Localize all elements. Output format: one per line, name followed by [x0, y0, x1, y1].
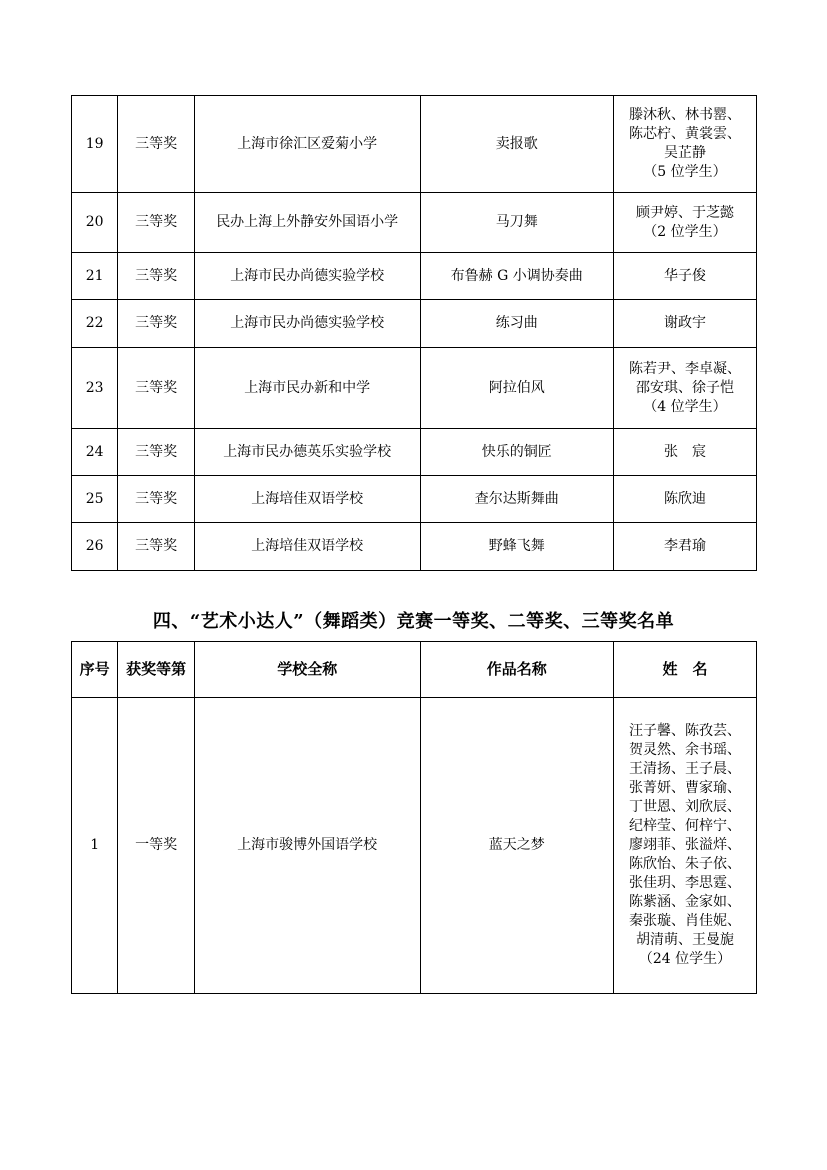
table-row [72, 429, 757, 476]
header-school: 学校全称 [194, 642, 420, 698]
student-name-line: 张佳玥、李思霆、 [628, 875, 741, 891]
table-row [72, 348, 757, 429]
cell-work: 马刀舞 [420, 193, 613, 253]
cell-school: 上海市骏博外国语学校 [194, 698, 420, 994]
cell-work: 蓝天之梦 [420, 698, 613, 994]
table-row [72, 300, 757, 348]
student-name-line: 纪梓莹、何梓宁、 [628, 818, 741, 834]
student-name-line: 胡清萌、王曼旎 [635, 932, 734, 948]
cell-award: 三等奖 [118, 253, 195, 300]
table-header-row [72, 642, 757, 698]
cell-number: 20 [72, 193, 118, 253]
student-name-line: 贺灵然、余书瑶、 [628, 742, 741, 758]
table-row [72, 193, 757, 253]
awards-table-dance [71, 641, 757, 994]
cell-work: 快乐的铜匠 [420, 429, 613, 476]
student-name-line: 李君瑜 [663, 538, 706, 554]
table-row [72, 96, 757, 193]
table-row [72, 253, 757, 300]
cell-number: 1 [72, 698, 118, 994]
student-name-line: 廖翊菲、张溢烊、 [628, 837, 741, 853]
table-row [72, 523, 757, 571]
student-name-line: （24 位学生） [638, 951, 732, 967]
cell-names [613, 96, 756, 193]
student-name-line: 陈欣怡、朱子依、 [628, 856, 741, 872]
student-name-line: 陈欣迪 [663, 490, 706, 507]
cell-number: 21 [72, 253, 118, 300]
student-name-line: （4 位学生） [643, 398, 727, 415]
cell-work: 野蜂飞舞 [420, 523, 613, 571]
header-award: 获奖等第 [118, 642, 195, 698]
student-name-line: （5 位学生） [643, 164, 727, 180]
student-name-line: 吴芷静 [663, 145, 706, 161]
student-name-line: 谢政宇 [663, 315, 706, 331]
cell-number: 19 [72, 96, 118, 193]
cell-names [613, 523, 756, 571]
cell-school: 上海市民办德英乐实验学校 [194, 429, 420, 476]
cell-names [613, 253, 756, 300]
student-name-line: 丁世恩、刘欣辰、 [628, 799, 741, 815]
cell-school: 上海市民办尚德实验学校 [194, 300, 420, 348]
cell-award: 三等奖 [118, 193, 195, 253]
student-name-line: 汪子馨、陈孜芸、 [628, 723, 741, 739]
cell-work: 阿拉伯风 [420, 348, 613, 429]
student-name-line: 陈紫涵、金家如、 [628, 894, 741, 910]
table-row [72, 476, 757, 523]
cell-number: 25 [72, 476, 118, 523]
student-name-line: 张 宸 [663, 443, 706, 460]
header-number: 序号 [72, 642, 118, 698]
cell-award: 三等奖 [118, 429, 195, 476]
table-row [72, 698, 757, 994]
cell-names [613, 193, 756, 253]
cell-award: 三等奖 [118, 348, 195, 429]
student-name-line: （2 位学生） [643, 223, 727, 240]
cell-school: 民办上海上外静安外国语小学 [194, 193, 420, 253]
cell-names [613, 348, 756, 429]
cell-work: 卖报歌 [420, 96, 613, 193]
cell-award: 一等奖 [118, 698, 195, 994]
cell-award: 三等奖 [118, 96, 195, 193]
cell-award: 三等奖 [118, 300, 195, 348]
student-name-line: 王清扬、王子晨、 [628, 761, 741, 777]
cell-work: 查尔达斯舞曲 [420, 476, 613, 523]
cell-award: 三等奖 [118, 523, 195, 571]
cell-names [613, 698, 756, 994]
cell-names [613, 476, 756, 523]
cell-names [613, 429, 756, 476]
cell-number: 24 [72, 429, 118, 476]
section-title: 四、“艺术小达人”（舞蹈类）竞赛一等奖、二等奖、三等奖名单 [152, 611, 675, 632]
cell-school: 上海市徐汇区爱菊小学 [194, 96, 420, 193]
student-name-line: 滕沐秋、林书罂、 [628, 107, 741, 123]
student-name-line: 邵安琪、徐子恺 [635, 379, 734, 396]
cell-school: 上海培佳双语学校 [194, 523, 420, 571]
student-name-line: 顾尹婷、于芝懿 [635, 204, 734, 221]
cell-school: 上海市民办新和中学 [194, 348, 420, 429]
cell-number: 26 [72, 523, 118, 571]
cell-work: 练习曲 [420, 300, 613, 348]
cell-school: 上海培佳双语学校 [194, 476, 420, 523]
cell-number: 22 [72, 300, 118, 348]
cell-number: 23 [72, 348, 118, 429]
header-work: 作品名称 [420, 642, 613, 698]
student-name-line: 陈芯柠、黄裳雲、 [628, 126, 741, 142]
header-names: 姓 名 [613, 642, 756, 698]
awards-table-music [71, 95, 757, 571]
student-name-line: 陈若尹、李卓凝、 [628, 360, 741, 377]
student-name-line: 华子俊 [663, 267, 706, 284]
cell-names [613, 300, 756, 348]
cell-school: 上海市民办尚德实验学校 [194, 253, 420, 300]
cell-work: 布鲁赫 G 小调协奏曲 [420, 253, 613, 300]
student-name-line: 秦张璇、肖佳妮、 [628, 913, 741, 929]
cell-award: 三等奖 [118, 476, 195, 523]
student-name-line: 张菁妍、曹家瑜、 [628, 780, 741, 796]
